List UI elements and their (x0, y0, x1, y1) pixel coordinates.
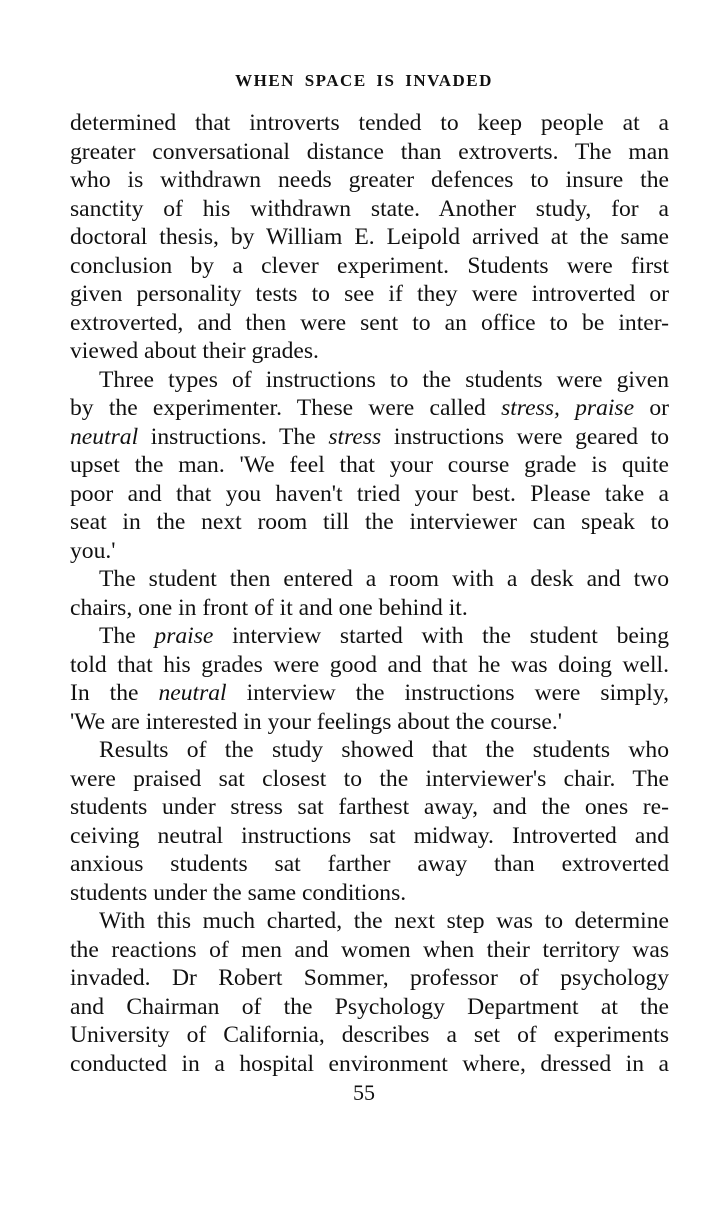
text-line: anxious students sat farther away than extroverted (70, 851, 669, 877)
italic-term: praise (154, 623, 214, 649)
text-segment: interview the instructions were simply, (226, 680, 669, 706)
text-line: viewed about their grades. (70, 338, 319, 364)
text-segment: interview started with the student being (213, 623, 669, 649)
text-line: 'We are interested in your feelings about the course.' (70, 708, 563, 735)
text-line: conclusion by a clever experiment. Students were first (70, 252, 669, 279)
text-line: The student then entered a room with a desk and two (99, 566, 669, 592)
text-line: seat in the next room till the interviewer can speak to (70, 509, 669, 535)
text-segment: instructions were geared to (381, 423, 669, 450)
text-line: students under stress sat farthest away, and the ones re- (70, 794, 669, 820)
text-line: poor and that you haven't tried your best. Please take a (70, 480, 669, 507)
text-line: chairs, one in front of it and one behind it. (70, 594, 468, 621)
page-body (70, 109, 669, 1078)
text-line: With this much charted, the next step was to determine (99, 908, 669, 934)
text-line: given personality tests to see if they were introverted or (70, 281, 669, 307)
text-line: the reactions of men and women when their territory was (70, 936, 669, 963)
text-line: conducted in a hospital environment where, dressed in a (70, 1050, 669, 1077)
text-line (70, 394, 669, 423)
italic-term: neutral (158, 680, 227, 706)
text-segment: instructions. The (138, 423, 329, 450)
text-line: doctoral thesis, by William E. Leipold arrived at the same (70, 224, 669, 250)
text-line: Results of the study showed that the students who (99, 737, 669, 763)
italic-term: stress (328, 423, 382, 450)
text-line: sanctity of his withdrawn state. Another study, for a (70, 195, 669, 222)
text-line: upset the man. 'We feel that your course grade is quite (70, 452, 669, 478)
text-line: University of California, describes a set of experiments (70, 1022, 669, 1048)
text-line (70, 423, 669, 452)
text-line: Three types of instructions to the students were given (99, 366, 669, 393)
page-number: 55 (353, 1080, 375, 1105)
text-line: ceiving neutral instructions sat midway. Introverted and (70, 822, 669, 849)
text-line (70, 679, 669, 708)
text-line: greater conversational distance than extroverts. The man (70, 138, 669, 165)
running-head: WHEN SPACE IS INVADED (235, 71, 493, 90)
text-line: you.' (70, 537, 116, 564)
text-segment: In the (70, 680, 159, 706)
text-line: who is withdrawn needs greater defences to insure the (70, 167, 669, 193)
text-line: determined that introverts tended to keep people at a (70, 110, 669, 136)
text-segment: or (634, 395, 669, 421)
text-line: were praised sat closest to the interviewer's chair. The (70, 765, 669, 792)
text-line (70, 622, 669, 651)
italic-term: neutral (70, 423, 139, 450)
text-segment: The (99, 623, 155, 649)
text-line: extroverted, and then were sent to an office to be inter- (70, 309, 669, 336)
italic-term: stress, praise (501, 395, 635, 421)
text-line: and Chairman of the Psychology Department at the (70, 993, 669, 1020)
text-segment: by the experimenter. These were called (70, 395, 502, 421)
text-line: students under the same conditions. (70, 879, 407, 906)
text-line: told that his grades were good and that he was doing well. (70, 651, 669, 678)
text-line: invaded. Dr Robert Sommer, professor of psychology (70, 965, 669, 991)
